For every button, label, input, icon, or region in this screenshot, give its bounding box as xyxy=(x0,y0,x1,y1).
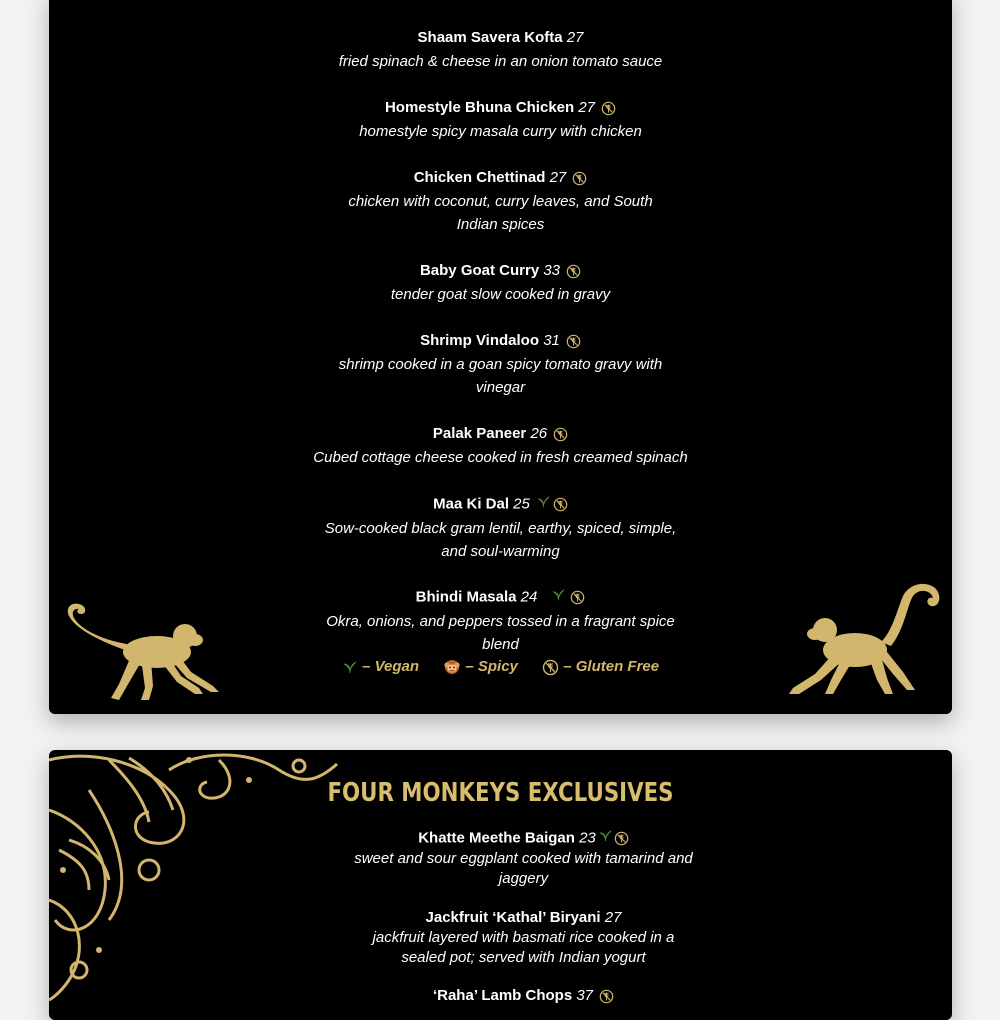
item-description: Okra, onions, and peppers tossed in a fragrant spice blend xyxy=(326,613,675,653)
menu-item xyxy=(49,28,952,73)
item-price: 23 xyxy=(579,829,596,847)
gluten-free-icon xyxy=(553,424,568,444)
item-name: Maa Ki Dal xyxy=(433,495,509,513)
vegan-icon xyxy=(536,494,551,515)
legend-gluten-free-label: – Gluten Free xyxy=(563,658,660,675)
menu-item xyxy=(49,331,952,399)
vegan-icon xyxy=(551,587,566,608)
menu-item xyxy=(49,261,952,306)
gluten-free-icon xyxy=(570,588,585,608)
section-title: FOUR MONKEYS EXCLUSIVES xyxy=(327,778,674,808)
gluten-free-icon xyxy=(566,261,581,281)
item-price: 37 xyxy=(576,987,594,1004)
item-name: Baby Goat Curry xyxy=(419,262,540,279)
item-price: 27 xyxy=(549,169,567,186)
item-price: 27 xyxy=(566,29,584,46)
menu-item xyxy=(49,424,952,469)
item-name: Bhindi Masala xyxy=(415,588,517,606)
menu-item xyxy=(72,908,952,968)
item-name: Chicken Chettinad xyxy=(413,169,546,186)
item-description: Sow-cooked black gram lentil, earthy, spiced, simple, and soul-warming xyxy=(324,520,677,560)
legend-spicy xyxy=(443,658,518,676)
gluten-free-icon xyxy=(572,168,587,188)
spicy-monkey-icon xyxy=(443,658,461,675)
item-description: fried spinach & cheese in an onion tomato sauce xyxy=(338,53,663,70)
menu-card-mains xyxy=(49,0,952,714)
gluten-free-icon xyxy=(553,495,568,515)
no-wheat-icon xyxy=(542,658,559,675)
menu-item xyxy=(49,98,952,143)
menu-item xyxy=(72,828,952,889)
gluten-free-icon xyxy=(599,986,614,1006)
item-description: tender goat slow cooked in gravy xyxy=(390,286,611,304)
leaf-icon xyxy=(342,658,358,675)
item-name: Jackfruit ‘Kathal’ Biryani xyxy=(425,909,601,926)
item-description: homestyle spicy masala curry with chicken xyxy=(359,123,642,141)
item-price: 26 xyxy=(530,425,548,442)
item-price: 31 xyxy=(543,332,560,349)
item-name: Shaam Savera Kofta xyxy=(417,29,563,46)
item-price: 33 xyxy=(543,262,561,279)
item-description: sweet and sour eggplant cooked with tamarind and jaggery xyxy=(354,850,693,887)
vegan-icon xyxy=(598,828,613,849)
menu-item xyxy=(49,494,952,563)
monkey-icon xyxy=(57,600,222,710)
item-name: ‘Raha’ Lamb Chops xyxy=(432,987,573,1004)
item-description: Cubed cottage cheese cooked in fresh creamed spinach xyxy=(313,449,688,467)
menu-item xyxy=(49,168,952,236)
item-name: Khatte Meethe Baigan xyxy=(418,829,575,847)
item-name: Homestyle Bhuna Chicken xyxy=(384,99,575,116)
item-price: 27 xyxy=(604,909,622,926)
menu-item xyxy=(72,986,952,1006)
item-price: 24 xyxy=(520,588,538,606)
item-description: shrimp cooked in a goan spicy tomato gravy with vinegar xyxy=(338,356,663,397)
monkey-icon xyxy=(785,580,945,705)
item-name: Palak Paneer xyxy=(432,425,527,442)
item-price: 25 xyxy=(513,495,530,513)
gluten-free-icon xyxy=(614,829,629,849)
gluten-free-icon xyxy=(601,98,616,118)
menu-card-exclusives xyxy=(49,750,952,1020)
legend-vegan-label: – Vegan xyxy=(362,658,420,675)
item-description: jackfruit layered with basmati rice cooked in a sealed pot; served with Indian yogurt xyxy=(372,929,675,966)
legend-spicy-label: – Spicy xyxy=(465,658,518,675)
legend-gluten-free xyxy=(542,658,659,676)
item-description: chicken with coconut, curry leaves, and South Indian spices xyxy=(348,193,653,234)
item-name: Shrimp Vindaloo xyxy=(420,332,540,349)
gluten-free-icon xyxy=(566,331,581,351)
item-price: 27 xyxy=(578,99,596,116)
legend-vegan xyxy=(342,658,419,675)
